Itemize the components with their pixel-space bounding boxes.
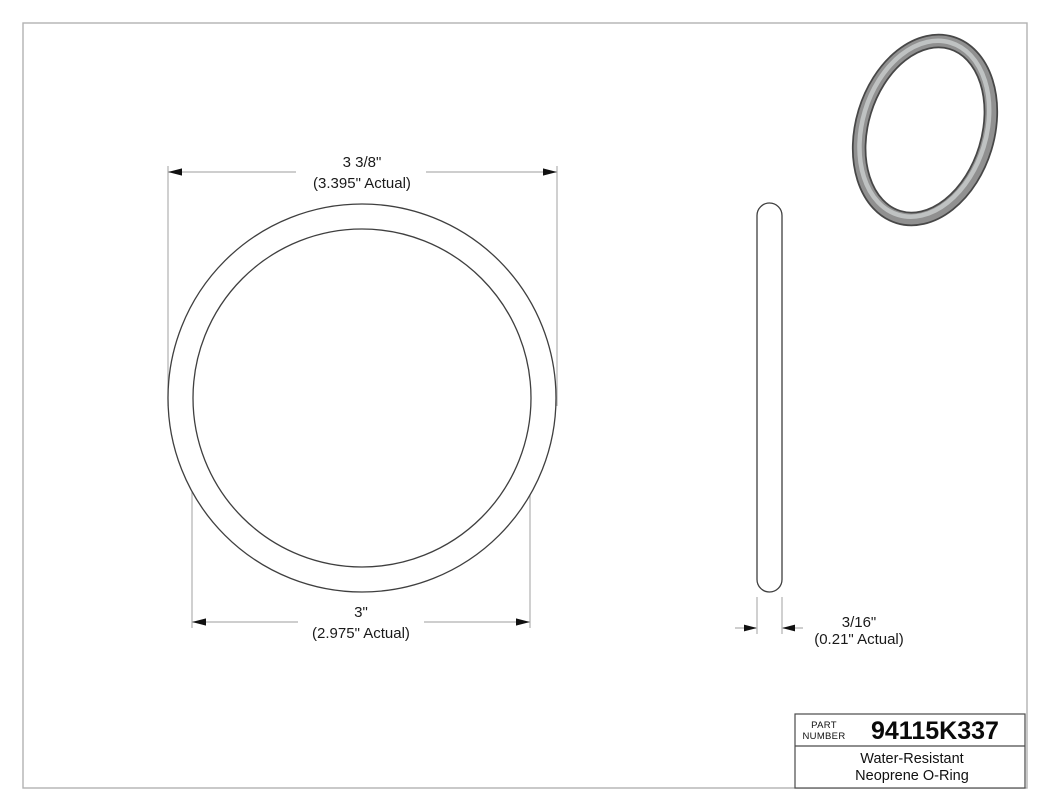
oring-inner-circle [193, 229, 531, 567]
arrowhead-right-icon [782, 625, 795, 632]
oring-side-profile [757, 203, 782, 592]
arrowhead-left-icon [168, 168, 182, 175]
title-block [795, 714, 1025, 788]
part-description-line1: Water-Resistant [860, 751, 964, 767]
part-description-line2: Neoprene O-Ring [855, 768, 969, 784]
arrowhead-left-icon [192, 618, 206, 625]
arrowhead-left-icon [744, 625, 757, 632]
inner-diameter-actual: (2.975" Actual) [312, 625, 410, 642]
inner-diameter-nominal: 3" [354, 604, 368, 621]
part-number-label-line2: NUMBER [802, 731, 846, 742]
side-view [735, 203, 904, 648]
outer-diameter-nominal: 3 3/8" [342, 154, 382, 171]
cross-section-dimension [735, 597, 904, 648]
cross-section-nominal: 3/16" [841, 614, 877, 631]
part-number-label-line1: PART [811, 720, 837, 731]
cross-section-actual: (0.21" Actual) [814, 631, 904, 648]
part-number-value: 94115K337 [871, 717, 999, 745]
outer-diameter-actual: (3.395" Actual) [313, 175, 411, 192]
arrowhead-right-icon [516, 618, 530, 625]
isometric-view [838, 25, 1012, 236]
front-view [168, 154, 557, 642]
arrowhead-right-icon [543, 168, 557, 175]
